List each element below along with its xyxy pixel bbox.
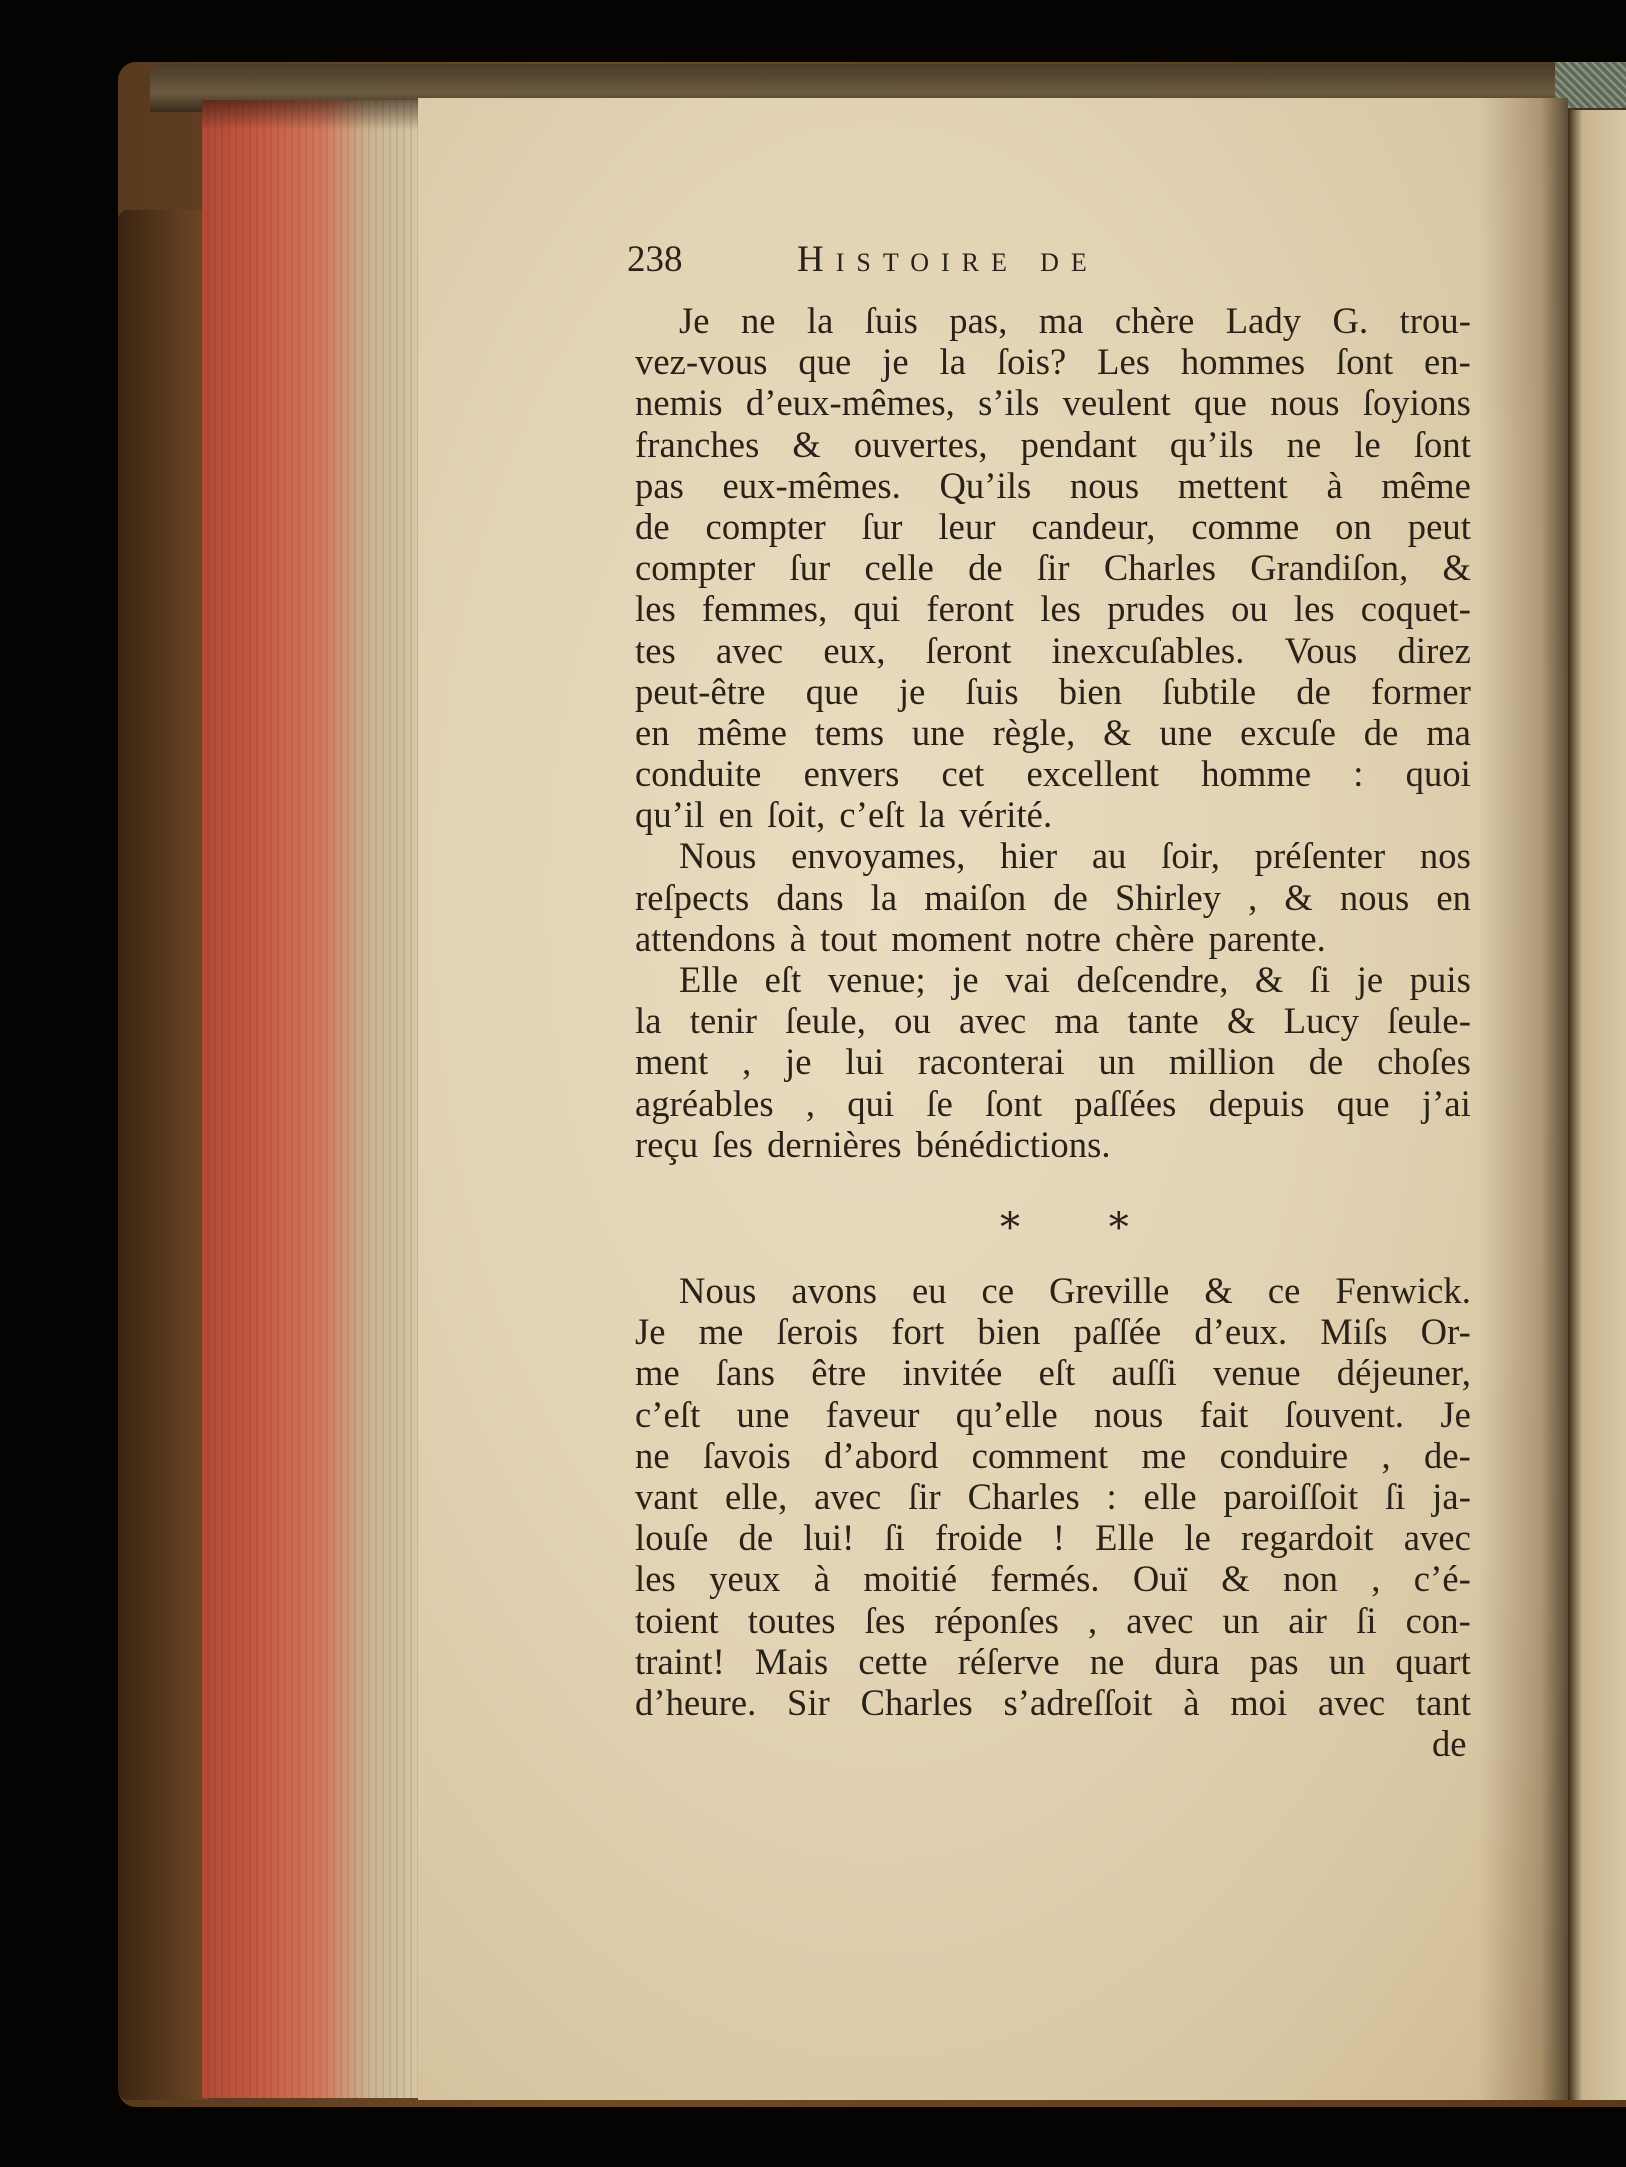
text-line: reſpects dans la maiſon de Shirley , & nous en — [635, 876, 1471, 918]
text-line: traint! Mais cette réſerve ne dura pas un quart — [635, 1640, 1471, 1682]
text-line: compter ſur celle de ſir Charles Grandiſon, & — [635, 547, 1471, 589]
text-line: agréables , qui ſe ſont paſſées depuis que j’ai — [635, 1082, 1471, 1124]
page-header — [627, 238, 1267, 288]
text-block-bottom — [635, 1270, 1471, 1723]
text-line: qu’il en ſoit, c’eſt la vérité. — [635, 794, 1053, 836]
text-line: ne ſavois d’abord comment me conduire , de- — [635, 1434, 1471, 1476]
right-page-sliver — [1568, 110, 1626, 2100]
text-line: attendons à tout moment notre chère parente. — [635, 917, 1326, 959]
text-line: nemis d’eux-mêmes, s’ils veulent que nous ſoyions — [635, 382, 1471, 424]
text-line: peut-être que je ſuis bien ſubtile de former — [635, 670, 1471, 712]
text-line: Nous envoyames, hier au ſoir, préſenter nos — [679, 835, 1471, 877]
running-title: Histoire de — [797, 239, 1099, 280]
book-spine — [118, 210, 208, 2100]
text-line: franches & ouvertes, pendant qu’ils ne le ſont — [635, 423, 1471, 465]
text-line: Je ne la ſuis pas, ma chère Lady G. trou- — [679, 300, 1471, 341]
catchword: de — [1432, 1723, 1467, 1764]
text-line: toient toutes ſes réponſes , avec un air ſi con- — [635, 1599, 1471, 1641]
text-line: de compter ſur leur candeur, comme on peut — [635, 505, 1471, 547]
text-line: vez-vous que je la ſois? Les hommes ſont en- — [635, 341, 1471, 383]
text-line: vant elle, avec ſir Charles : elle paroiſſoit ſi ja- — [635, 1475, 1471, 1517]
text-line: tes avec eux, ſeront inexcuſables. Vous direz — [635, 629, 1471, 671]
text-block-top — [635, 300, 1471, 1165]
text-line: reçu ſes dernières bénédictions. — [635, 1123, 1111, 1165]
text-line: d’heure. Sir Charles s’adreſſoit à moi avec tant — [635, 1681, 1471, 1723]
text-line: pas eux-mêmes. Qu’ils nous mettent à même — [635, 464, 1471, 506]
text-line: en même tems une règle, & une excuſe de ma — [635, 711, 1471, 753]
text-line: conduite envers cet excellent homme : quoi — [635, 753, 1471, 795]
section-ornament: * * — [1000, 1205, 1167, 1251]
text-line: les femmes, qui feront les prudes ou les coquet- — [635, 588, 1471, 630]
text-line: Elle eſt venue; je vai deſcendre, & ſi je puis — [679, 959, 1471, 1000]
text-line: c’eſt une faveur qu’elle nous fait ſouvent. Je — [635, 1393, 1471, 1435]
text-line: la tenir ſeule, ou avec ma tante & Lucy ſeule- — [635, 1000, 1471, 1042]
text-line: les yeux à moitié fermés. Ouï & non , c’é- — [635, 1558, 1471, 1600]
text-line: ment , je lui raconterai un million de choſes — [635, 1041, 1471, 1083]
page-number: 238 — [627, 239, 683, 280]
text-line: louſe de lui! ſi froide ! Elle le regardoit avec — [635, 1517, 1471, 1559]
page-block-red-edge — [202, 100, 424, 2098]
text-line: Nous avons eu ce Greville & ce Fenwick. — [679, 1270, 1471, 1311]
text-line: me ſans être invitée eſt auſſi venue déjeuner, — [635, 1352, 1471, 1394]
page-block-shadow — [202, 100, 424, 130]
text-line: Je me ſerois fort bien paſſée d’eux. Miſs Or- — [635, 1311, 1471, 1353]
